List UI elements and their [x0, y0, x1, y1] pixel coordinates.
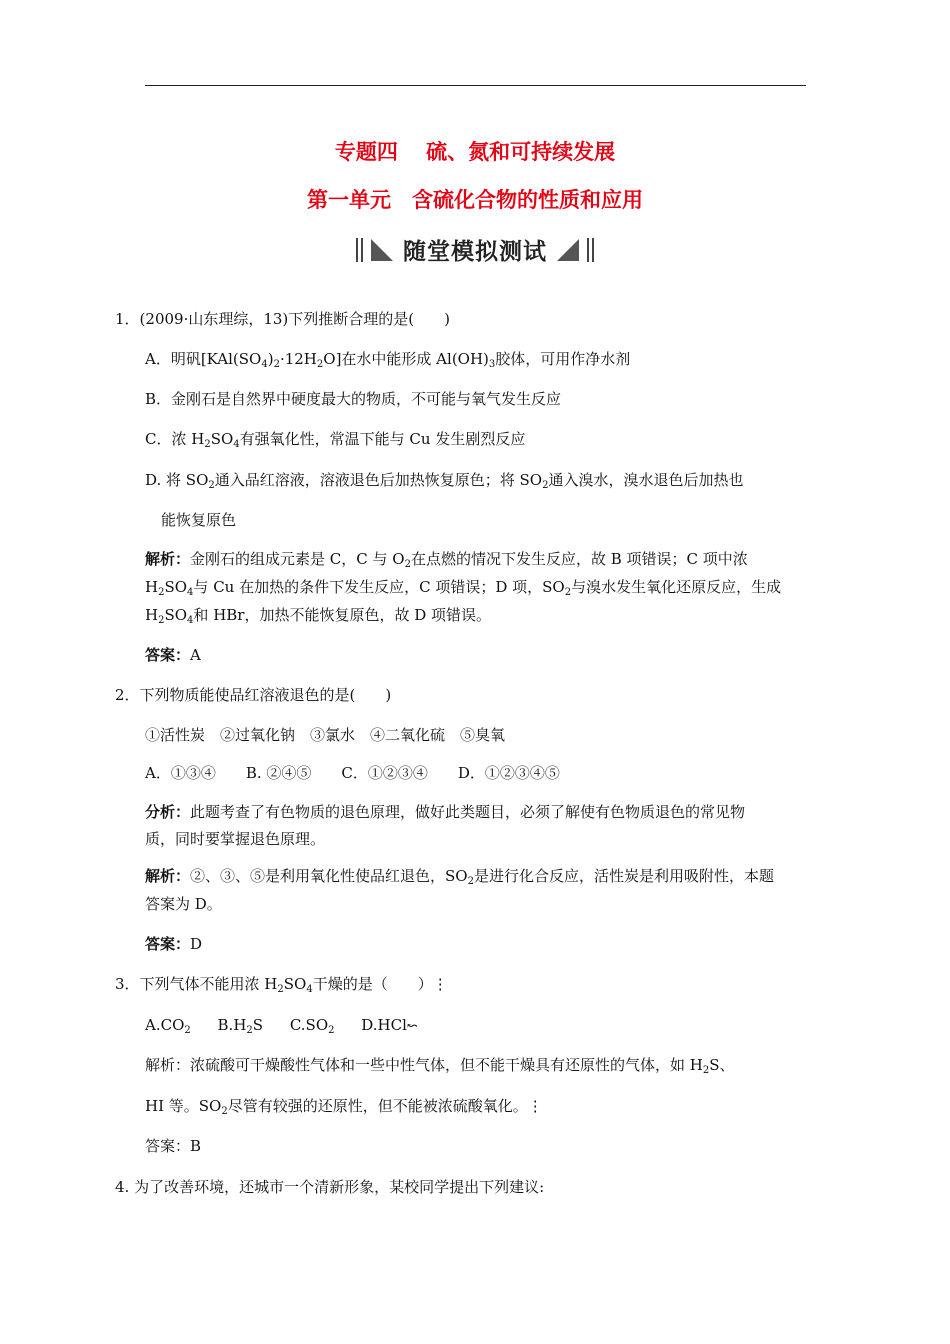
q3-stem: 3．下列气体不能用浓 $H_2SO_4$干燥的是（ ）⋮ — [115, 975, 448, 995]
q1-option-b: B．金刚石是自然界中硬度最大的物质，不可能与氧气发生反应 — [145, 390, 562, 408]
q1-option-d: D. 将 $SO_2$通入品红溶液，溶液退色后加热恢复原色；将 $SO_2$通入溴水，溴水退色后加热也 — [145, 471, 744, 491]
bars-decoration-icon — [587, 238, 594, 262]
q1-explanation-line3: $H_2SO_4$和 HBr，加热不能恢复原色，故 D 项错误。 — [145, 606, 492, 626]
squiggle-mark-icon: ↜ — [406, 1019, 418, 1034]
q3-explanation-line1: 解析：浓硫酸可干燥酸性气体和一些中性气体，但不能干燥具有还原性的气体，如 $H_2S$、 — [145, 1056, 735, 1076]
q1-stem: 1．(2009·山东理综，13)下列推断合理的是( ) — [115, 310, 450, 328]
q3-options: $A.CO_2$ $B.H_2S$ $C.SO_2$ D.HCl↜ — [145, 1016, 418, 1036]
q2-items: ①活性炭 ②过氧化钠 ③氯水 ④二氧化硫 ⑤臭氧 — [145, 726, 506, 744]
triangle-right-icon — [557, 239, 579, 261]
q1-option-a: A．明矾$[KAl(SO_4)_2\cdot 12H_2O]$在水中能形成 $Al(OH)_3$胶体，可用作净水剂 — [145, 350, 631, 370]
q2-explanation-line1: 解析：②、③、⑤是利用氧化性使品红退色，$SO_2$是进行化合反应，活性炭是利用吸附性，本题 — [145, 867, 774, 887]
chapter-title: 专题四 硫、氮和可持续发展 — [334, 140, 616, 164]
q2-analysis-line2: 质，同时要掌握退色原理。 — [145, 830, 326, 848]
q2-explanation-line2: 答案为 D。 — [145, 895, 222, 913]
q2-answer: 答案：D — [145, 935, 203, 953]
header-rule — [145, 85, 806, 86]
q3-answer: 答案：B — [145, 1137, 202, 1155]
q2-options: A．①③④ B. ②④⑤ C．①②③④ D．①②③④⑤ — [145, 764, 560, 782]
q4-stem: 4. 为了改善环境，还城市一个清新形象，某校同学提出下列建议: — [115, 1178, 545, 1196]
triangle-left-icon — [371, 239, 393, 261]
q1-answer: 答案：A — [145, 646, 201, 664]
section-banner — [0, 233, 950, 266]
bars-decoration-icon — [356, 238, 363, 262]
banner-text: 随堂模拟测试 — [403, 239, 547, 265]
q1-explanation-line1: 解析：金刚石的组成元素是 C，C 与 $O_2$在点燃的情况下发生反应，故 B 项错误；C 项中浓 — [145, 550, 748, 570]
q1-explanation-line2: $H_2SO_4$与 Cu 在加热的条件下发生反应，C 项错误；D 项，$SO_2$与溴水发生氧化还原反应，生成 — [145, 578, 782, 598]
q2-analysis-line1: 分析：此题考查了有色物质的退色原理，做好此类题目，必须了解使有色物质退色的常见物 — [145, 803, 746, 821]
q1-option-d-continued: 能恢复原色 — [161, 511, 237, 529]
q2-stem: 2．下列物质能使品红溶液退色的是( ) — [115, 686, 392, 704]
q1-option-c: C．浓 $H_2SO_4$有强氧化性，常温下能与 Cu 发生剧烈反应 — [145, 430, 526, 450]
unit-title: 第一单元 含硫化合物的性质和应用 — [307, 188, 643, 212]
q3-explanation-line2: HI 等。$SO_2$尽管有较强的还原性，但不能被浓硫酸氧化。⋮ — [145, 1097, 543, 1117]
